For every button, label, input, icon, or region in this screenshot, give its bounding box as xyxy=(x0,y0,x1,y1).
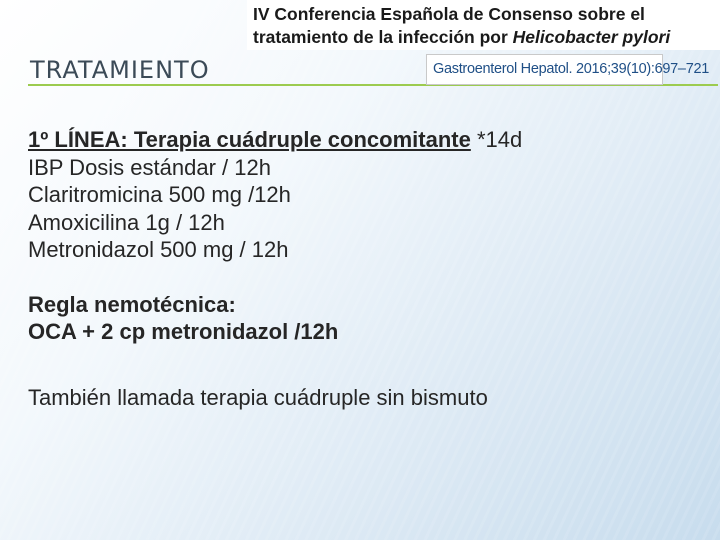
mnemonic-rule: OCA + 2 cp metronidazol /12h xyxy=(28,319,339,344)
slide-title: TRATAMIENTO xyxy=(30,56,210,84)
first-line-heading: 1º LÍNEA: Terapia cuádruple concomitante xyxy=(28,127,471,152)
banner-line-2-text: tratamiento de la infección por xyxy=(253,27,513,47)
spacer xyxy=(28,264,708,291)
banner-line-2 xyxy=(253,27,670,48)
journal-reference-text: Gastroenterol Hepatol. 2016;39(10):697–721 xyxy=(433,61,709,77)
conference-banner xyxy=(247,0,720,50)
first-line-row xyxy=(28,126,708,154)
first-line-duration: *14d xyxy=(470,127,523,152)
slide-body xyxy=(28,126,708,411)
mnemonic-label: Regla nemotécnica: xyxy=(28,291,236,317)
spacer xyxy=(28,346,708,384)
regimen-item-clarithromycin: Claritromicina 500 mg /12h xyxy=(28,182,291,207)
journal-reference xyxy=(426,54,709,85)
also-called-note: También llamada terapia cuádruple sin bismuto xyxy=(28,384,488,410)
regimen-item-ibp: IBP Dosis estándar / 12h xyxy=(28,154,271,180)
banner-line-1: IV Conferencia Española de Consenso sobre el xyxy=(253,4,645,24)
regimen-item-metronidazole: Metronidazol 500 mg / 12h xyxy=(28,237,289,262)
banner-species-name: Helicobacter pylori xyxy=(512,27,671,47)
regimen-item-amoxicillin: Amoxicilina 1g / 12h xyxy=(28,209,225,235)
